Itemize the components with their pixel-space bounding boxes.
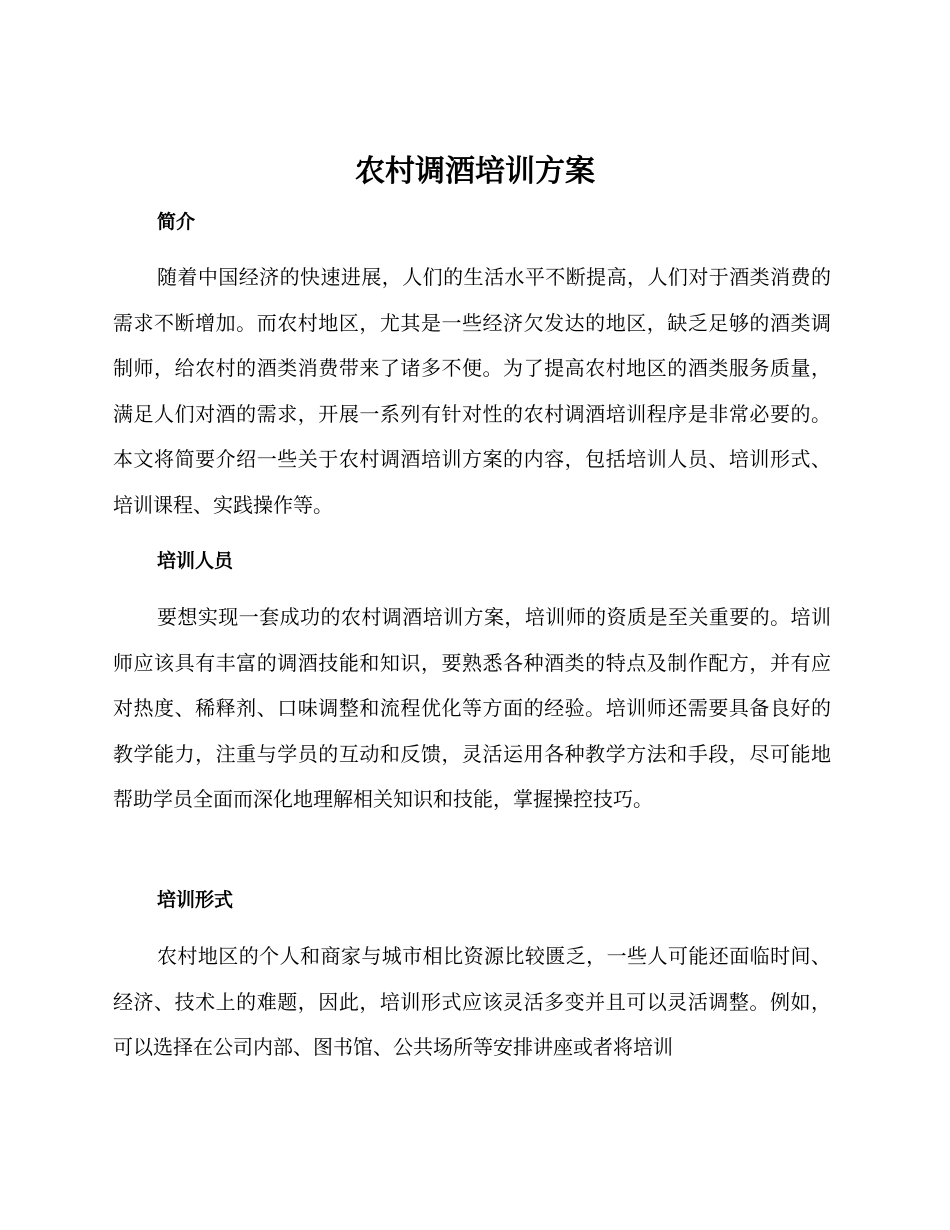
section-body-intro: 随着中国经济的快速进展，人们的生活水平不断提高，人们对于酒类消费的需求不断增加。而农村地区，尤其是一些经济欠发达的地区，缺乏足够的酒类调制师，给农村的酒类消费带来了诸多不便。为了提高农村地区的酒类服务质量，满足人们对酒的需求，开展一系列有针对性的农村调酒培训程序是非常必要的。本文将简要介绍一些关于农村调酒培训方案的内容，包括培训人员、培训形式、培训课程、实践操作等。: [113, 265, 831, 517]
section-heading-intro: 简介: [157, 211, 196, 233]
section-body-trainers: 要想实现一套成功的农村调酒培训方案，培训师的资质是至关重要的。培训师应该具有丰富的调酒技能和知识，要熟悉各种酒类的特点及制作配方，并有应对热度、稀释剂、口味调整和流程优化等方面的经验。培训师还需要具备良好的教学能力，注重与学员的互动和反馈，灵活运用各种教学方法和手段，尽可能地帮助学员全面而深化地理解相关知识和技能，掌握操控技巧。: [113, 605, 831, 811]
section-heading-trainers: 培训人员: [157, 550, 234, 572]
section-body-training-format: 农村地区的个人和商家与城市相比资源比较匮乏，一些人可能还面临时间、经济、技术上的难题，因此，培训形式应该灵活多变并且可以灵活调整。例如，可以选择在公司内部、图书馆、公共场所等安排讲座或者将培训: [113, 944, 831, 1059]
page-title: 农村调酒培训方案: [355, 154, 595, 189]
section-heading-training-format: 培训形式: [157, 889, 234, 911]
